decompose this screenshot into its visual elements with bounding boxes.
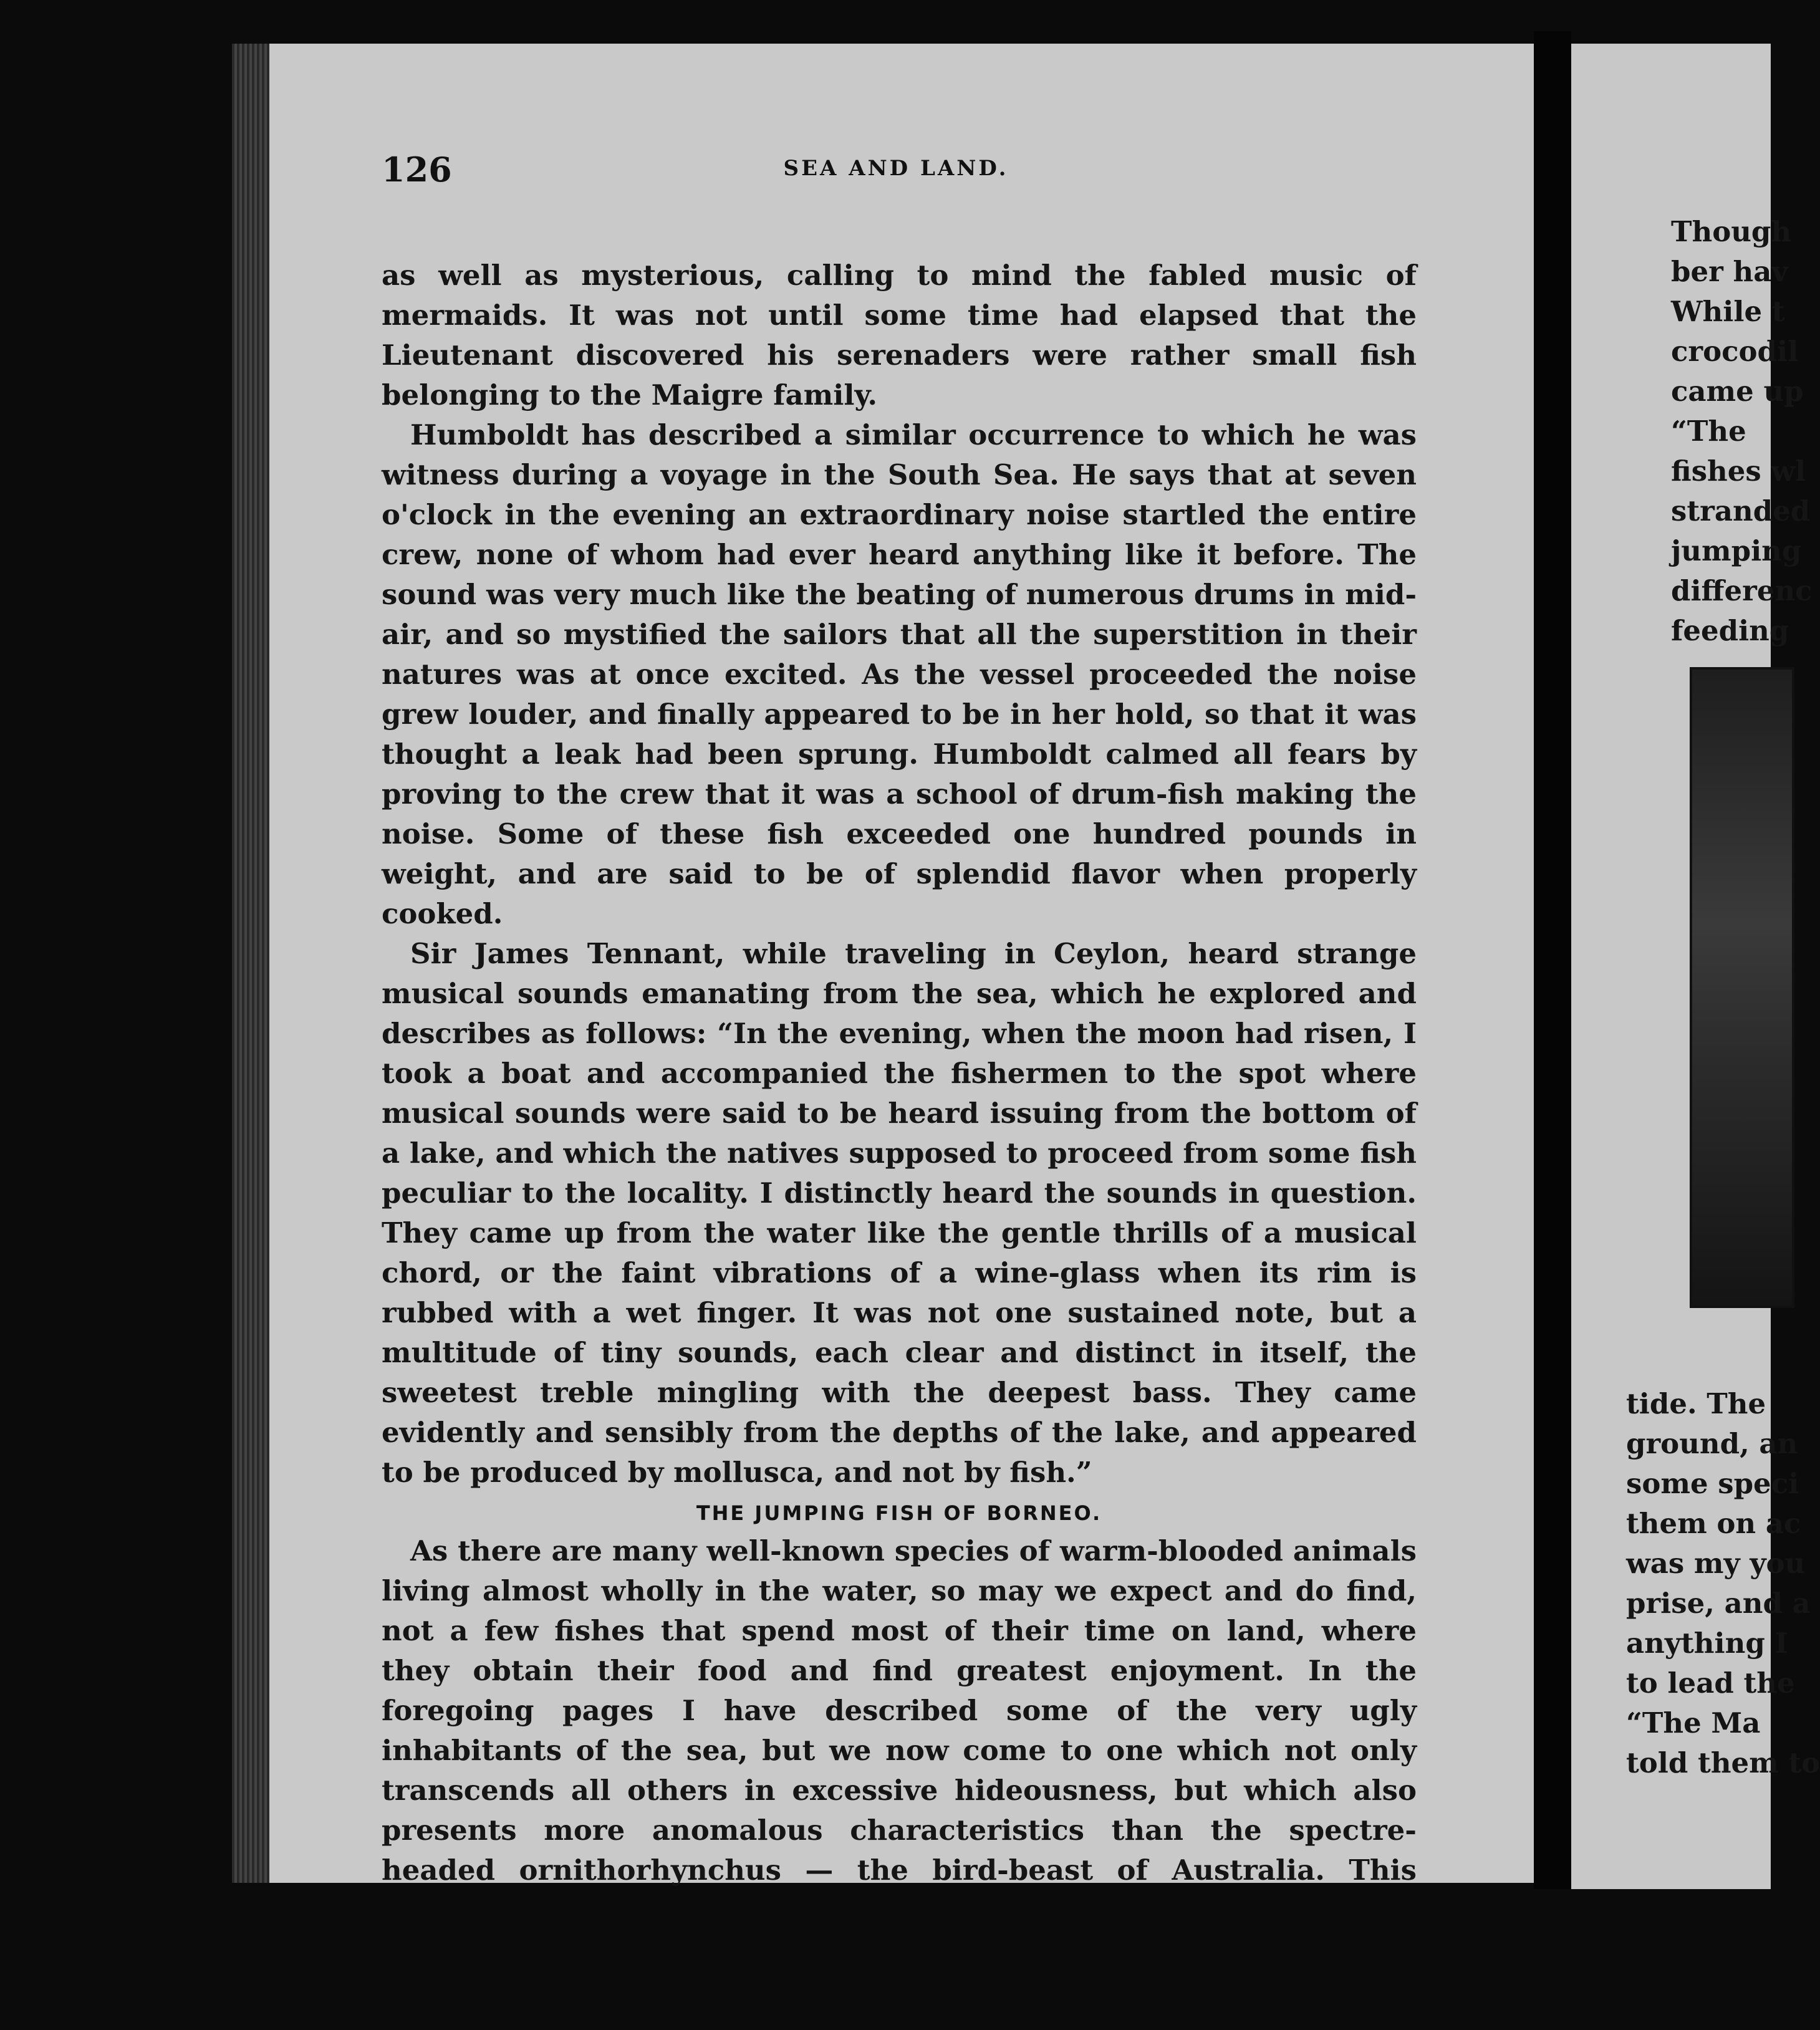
right-page-line: them on ac xyxy=(1626,1507,1801,1540)
illustration-plate xyxy=(1690,667,1794,1308)
right-page-line: “The xyxy=(1671,415,1746,448)
right-page xyxy=(1571,44,1820,1889)
paragraph: Sir James Tennant, while traveling in Ceylon, heard strange musical sounds emanating from the sea, which he explored and describes as follows: “In the evening, when the moon had risen, I took a boat and accompanied the fishermen to the spot where musical sounds were said to be heard issuing from the bottom of a lake, and which the natives supposed to proceed from some fish peculiar to the locality. I distinctly heard the sounds in question. They came up from the water like the gentle thrills of a musical chord, or the faint vibrations of a wine-glass when its rim is rubbed with a wet finger. It was not one sustained note, but a multitude of tiny sounds, each clear and distinct in itself, the sweetest treble mingling with the deepest bass. They came evidently and sensibly from the depths of the lake, and appeared to be produced by mollusca, and not by fish.” xyxy=(382,937,1417,1489)
right-page-line: some speci xyxy=(1626,1467,1799,1500)
scan-background xyxy=(0,1889,1771,2030)
right-page-line: anything I xyxy=(1626,1627,1788,1660)
book-gutter xyxy=(1534,31,1571,1902)
running-head xyxy=(382,150,1410,200)
right-page-line: differenc xyxy=(1671,574,1813,607)
paragraph: As there are many well-known species of warm-blooded animals living almost wholly in the water, so may we expect and do find, not a few fishes that spend most of their time on land, where they obtain their food and find greatest enjoyment. In the foregoing pages I have described some of the very ugly inhabitants of the sea, but we now come to one which not only transcends all others in excessive hideousness, but which also presents more anomalous characteristics than the spectre-headed ornithorhynchus — the bird-beast of Australia. This xyxy=(382,1534,1417,1887)
right-page-line: prise, and a xyxy=(1626,1587,1811,1620)
body-text xyxy=(382,256,1417,1930)
right-page-line: tide. The xyxy=(1626,1387,1766,1420)
right-page-line: stranded xyxy=(1671,494,1811,527)
left-page xyxy=(262,44,1541,1887)
right-page-line: ber hav xyxy=(1671,255,1788,288)
right-page-line: ground, an xyxy=(1626,1427,1798,1460)
right-page-line: fishes wl xyxy=(1671,455,1806,488)
paragraph: as well as mysterious, calling to mind the fabled music of mermaids. It was not until some time had elapsed that the Lieutenant discovered his serenaders were rather small fish belonging to the Maigre family. xyxy=(382,259,1417,411)
right-page-line: came up xyxy=(1671,375,1804,408)
right-page-line: was my you xyxy=(1626,1547,1806,1580)
paragraph: Humboldt has described a similar occurrence to which he was witness during a voyage in the South Sea. He says that at seven o'clock in the evening an extraordinary noise startled the entire crew, none of whom had ever heard anything like it before. The sound was very much like the beating of numerous drums in mid-air, and so mystified the sailors that all the superstition in their natures was at once excited. As the vessel proceeded the noise grew louder, and finally appeared to be in her hold, so that it was thought a leak had been sprung. Humboldt calmed all fears by proving to the crew that it was a school of drum-fish making the noise. Some of these fish exceeded one hundred pounds in weight, and are said to be of splendid flavor when properly cooked. xyxy=(382,418,1417,930)
right-page-line: to lead the xyxy=(1626,1667,1795,1700)
page-header: SEA AND LAND. xyxy=(783,156,1009,181)
right-page-line: crocodil xyxy=(1671,335,1799,368)
right-page-line: “The Ma xyxy=(1626,1706,1761,1739)
right-page-line: While t xyxy=(1671,295,1785,328)
right-page-line: Though xyxy=(1671,215,1792,248)
section-heading: THE JUMPING FISH OF BORNEO. xyxy=(696,1501,1102,1525)
page-number: 126 xyxy=(382,150,452,190)
right-page-line: jumping xyxy=(1671,534,1802,567)
page-edge xyxy=(232,44,269,1883)
right-page-line: told them to xyxy=(1626,1746,1820,1779)
right-page-line: feeding xyxy=(1671,614,1789,647)
